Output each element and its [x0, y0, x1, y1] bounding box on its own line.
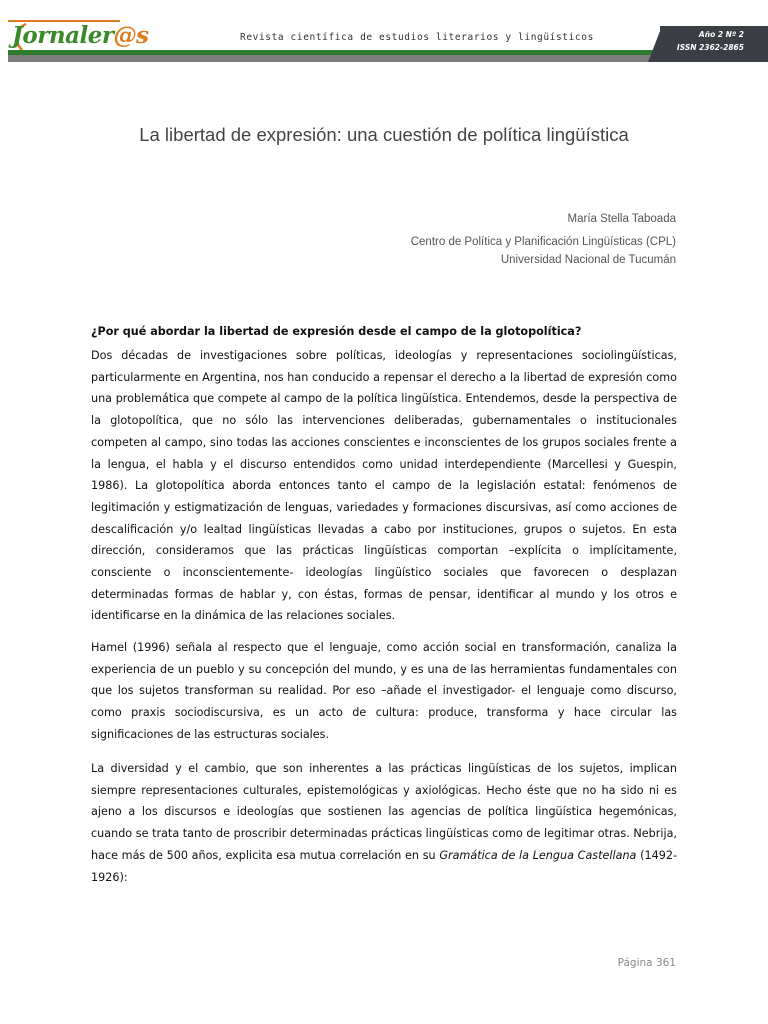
paragraph-1: Dos décadas de investigaciones sobre políticas, ideologías y representaciones sociolingüísticas, particularmente en Argentina, nos han conducido a repensar el derecho a la libertad de expresión como una problemática que compete al campo de la política lingüística. Entendemos, desde la perspectiva de la glotopolítica, que no sólo las intervenciones deliberadas, gubernamentales o institucionales competen al campo, sino todas las acciones conscientes e inconscientes de los grupos sociales frente a la lengua, el habla y el discurso entendidos como unidad interdependiente (Marcellesi y Guespin, 1986). La glotopolítica aborda entonces tanto el campo de la legislación estatal: fenómenos de legitimación y estigmatización de lenguas, variedades y formaciones discursivas, así como acciones de descalificación y/o lealtad lingüísticas llevadas a cabo por instituciones, grupos o sujetos. En esta dirección, consideramos que las prácticas lingüísticas comportan –explícita o implícitamente, consciente o inconscientemente- ideologías lingüístico sociales que favorecen o desplazan determinadas formas de hablar y, con éstas, formas de pensar, identificar al mundo y los otros e identificarse en la dinámica de las relaciones sociales. [91, 349, 677, 623]
book-title: Gramática de la Lengua Castellana [439, 848, 637, 862]
article-title: La libertad de expresión: una cuestión de política lingüística [139, 124, 629, 145]
logo-accent: @s [113, 22, 149, 49]
section-heading: ¿Por qué abordar la libertad de expresión desde el campo de la glotopolítica? [91, 325, 582, 338]
paragraph-3 [91, 758, 677, 888]
affiliation-center: Centro de Política y Planificación Lingüísticas (CPL) [410, 236, 676, 248]
logo-text: Jornaler [12, 22, 114, 49]
paragraph-3-end: (1492-1926): [91, 848, 677, 884]
affiliation-university: Universidad Nacional de Tucumán [500, 254, 676, 266]
journal-header [0, 0, 768, 66]
journal-name: Revista científica de estudios literarios y lingüísticos [240, 32, 594, 43]
paragraph-2: Hamel (1996) señala al respecto que el lenguaje, como acción social en transformación, canaliza la experiencia de un pueblo y su concepción del mundo, y es una de las herramientas fundamentales con que los sujetos transforman su realidad. Por eso –añade el investigador- el lenguaje como discurso, como praxis sociodiscursiva, es un acto de cultura: produce, transforma y hace circular las significaciones de las estructuras sociales. [91, 641, 677, 741]
paragraph-3-text: La diversidad y el cambio, que son inherentes a las prácticas lingüísticas de los sujetos, implican siempre representaciones culturales, epistemológicas y axiológicas. Hecho éste que no ha sido ni es ajeno a los discursos e ideologías que sostienen las agencias de política lingüística hegemónicas, cuando se trata tanto de proscribir determinadas prácticas lingüísticas como de legitimar otras. Nebrija, hace más de 500 años, explicita esa mutua correlación en su [91, 762, 677, 862]
issue-number: Año 2 Nº 2 [698, 30, 744, 39]
page-number: Página 361 [617, 957, 676, 969]
issn: ISSN 2362-2865 [676, 43, 744, 52]
author-name: María Stella Taboada [567, 213, 676, 225]
journal-logo [12, 22, 149, 52]
